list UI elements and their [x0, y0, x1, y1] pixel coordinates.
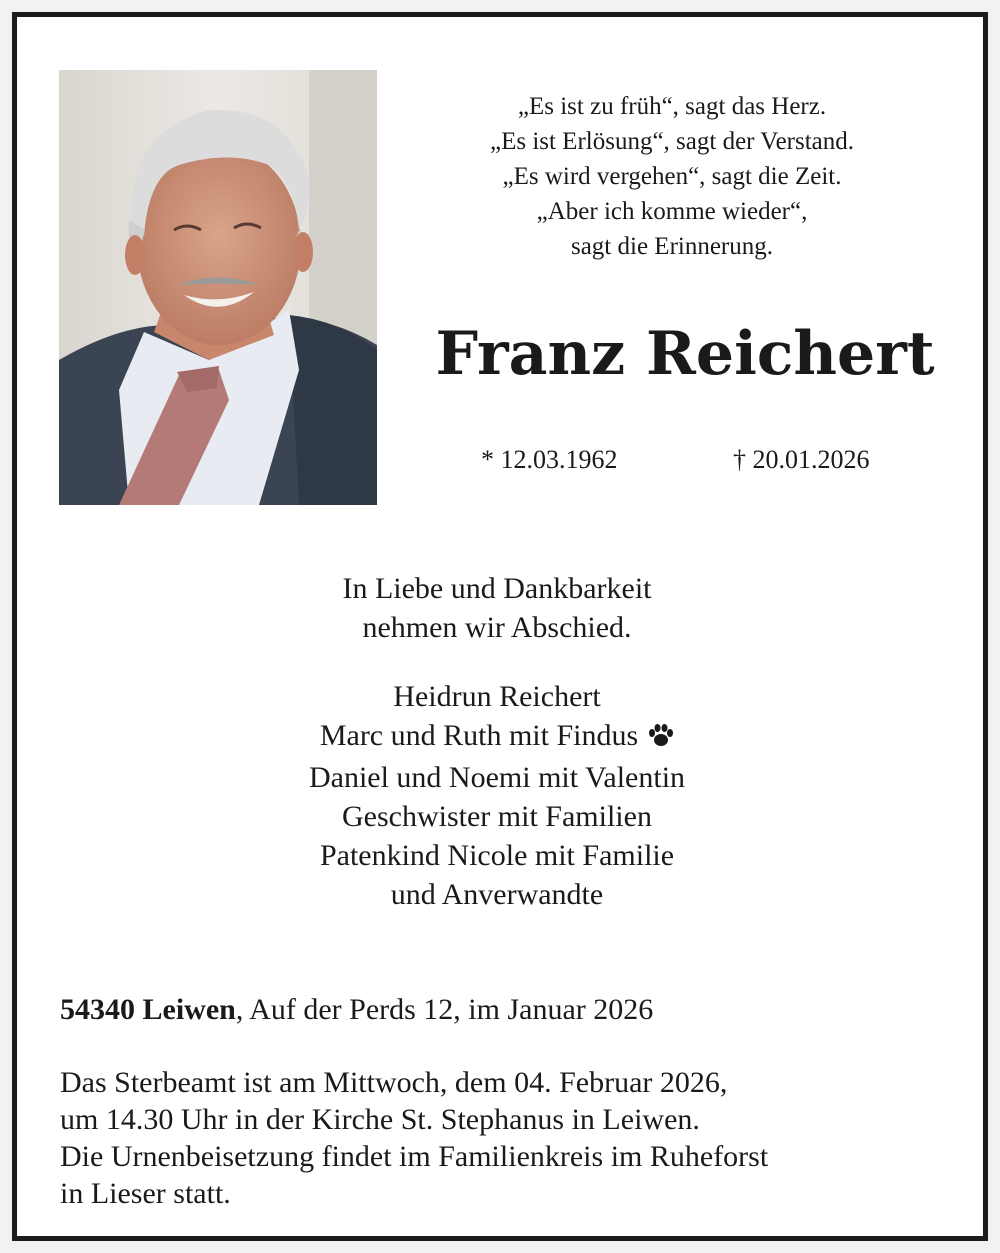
- poem-line: „Es ist zu früh“, sagt das Herz.: [517, 93, 827, 120]
- address-rest: , Auf der Perds 12, im Januar 2026: [235, 993, 654, 1026]
- service-line: um 14.30 Uhr in der Kirche St. Stephanus in Leiwen.: [60, 1103, 700, 1136]
- service-line: in Lieser statt.: [60, 1177, 231, 1210]
- farewell-line: In Liebe und Dankbarkeit: [342, 572, 652, 605]
- mourner-line: Daniel und Noemi mit Valentin: [308, 760, 686, 794]
- mourner-line: Patenkind Nicole mit Familie: [319, 838, 675, 872]
- mourner-line-with-paw: [167, 716, 827, 758]
- portrait-photo: [59, 70, 377, 505]
- poem-line: „Es ist Erlösung“, sagt der Verstand.: [489, 128, 855, 155]
- service-line: Das Sterbeamt ist am Mittwoch, dem 04. Februar 2026,: [60, 1066, 728, 1099]
- service-line: Die Urnenbeisetzung findet im Familienkreis im Ruheforst: [60, 1140, 769, 1173]
- death-date: † 20.01.2026: [733, 445, 870, 474]
- poem-line: „Aber ich komme wieder“,: [536, 198, 808, 225]
- mourner-line: und Anverwandte: [390, 877, 604, 911]
- poem: [377, 89, 967, 264]
- mourner-line: Marc und Ruth mit Findus: [319, 719, 639, 752]
- birth-date: * 12.03.1962: [481, 445, 618, 474]
- service-info: [60, 1064, 960, 1212]
- obituary-card: [12, 12, 988, 1241]
- poem-line: „Es wird vergehen“, sagt die Zeit.: [502, 163, 842, 190]
- address-line: [60, 993, 653, 1027]
- mourners-list: [167, 677, 827, 914]
- address-place: 54340 Leiwen: [60, 993, 236, 1026]
- mourner-line: Geschwister mit Familien: [342, 799, 652, 833]
- poem-line: sagt die Erinnerung.: [570, 233, 774, 260]
- mourner-line: Heidrun Reichert: [393, 680, 601, 713]
- farewell-text: [167, 569, 827, 647]
- farewell-line: nehmen wir Abschied.: [362, 611, 632, 644]
- deceased-name: Franz Reichert: [435, 319, 935, 389]
- paw-print-icon: [648, 719, 674, 758]
